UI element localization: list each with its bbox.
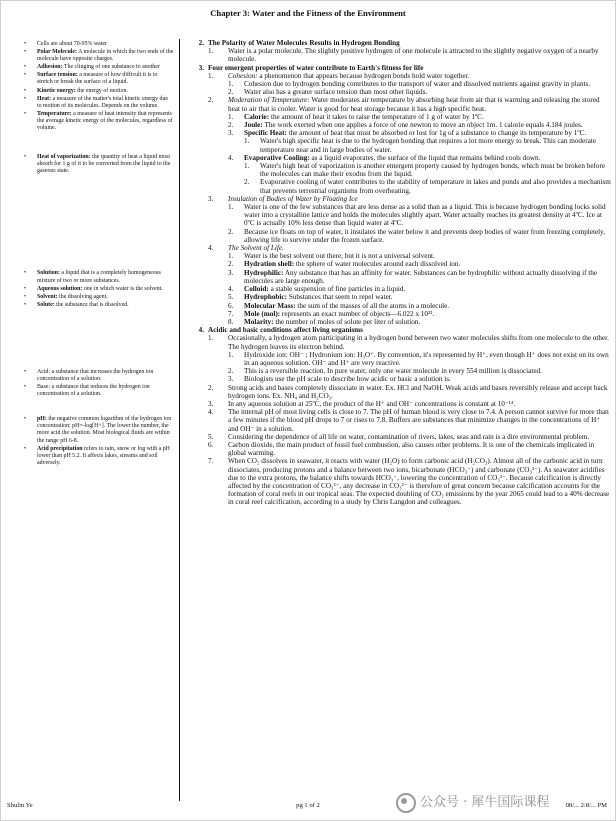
outline-item (184, 47, 612, 63)
note-term: Solution: (37, 270, 60, 277)
section-heading (184, 326, 612, 334)
item-text: the sum of the masses of all the atoms in a molecule. (297, 301, 450, 310)
outline-item (184, 302, 612, 310)
item-number: 4. (228, 285, 234, 294)
item-number: 2. (228, 260, 234, 269)
item-text: In any aqueous solution at 25ºC, the product of the H⁺ and OH⁻ concentrations is constant at 10⁻¹⁴. (228, 399, 516, 408)
item-text: Biologists use the pH scale to describe how acidic or basic a solution is. (244, 375, 451, 384)
item-number: 2. (228, 88, 234, 97)
item-text: Hydroxide ion: OH⁻ ; Hydronium ion: H₃O⁺. By convention, it's represented by H⁺, even though H⁺ does not exist on its own in an aqueous solution. OH⁻ and H⁺ are very reactive. (244, 350, 609, 367)
item-number: 1. (228, 112, 234, 121)
item-text: Strong acids and bases completely dissociate in water. Ex. HCl and NaOH. Weak acids and bases reversibly release and accept back hydrogen ions. Ex. NH₄ and H₂CO₃. (228, 383, 608, 400)
item-label: Mole (mol): (244, 309, 281, 318)
page-title: Chapter 3: Water and the Fitness of the Environment (210, 8, 406, 18)
item-number: 8. (228, 317, 234, 326)
item-text: Water is the best solvent out there, but it is not a universal solvent. (244, 252, 435, 261)
outline-item (184, 244, 612, 252)
note-text: a liquid that is a completely homogeneous mixture of two or more substances. (37, 270, 161, 284)
sidebar-note (21, 446, 174, 467)
section-title: Acidic and basic conditions affect living organisms (208, 326, 363, 335)
sidebar-note (21, 41, 174, 48)
item-text: Water is one of the few substances that are less dense as a solid than as a liquid. This is because hydrogen bonding locks solid water into a crystalline lattice and holds the molecules slightly apart. Water actually reaches its greatest density at 4ºC. Ice at 0ºC is actually 10% less dense than liquid water at 4ºC. (244, 203, 606, 228)
item-text: the amount of heat it takes to raise the temperature of 1 g of water by 1ºC. (270, 112, 484, 121)
item-text: the sphere of water molecules around each dissolved ion. (295, 260, 461, 269)
sidebar-note (21, 154, 174, 175)
item-text: a phenomenon that appears because hydrogen bonds hold water together. (259, 71, 470, 80)
outline-item (184, 228, 612, 244)
item-text: Any substance that has an affinity for water. Substances can be hydrophilic without actually dissolving if the molecules are large enough. (244, 268, 598, 285)
item-number: 4. (208, 244, 214, 253)
outline-item (184, 129, 612, 137)
item-number: 2. (228, 121, 234, 130)
sidebar-note (21, 302, 174, 309)
note-text: a measure of heat intensity that represents the average kinetic energy of the molecules, regardless of volume. (37, 110, 173, 132)
outline-item (184, 137, 612, 153)
item-text: When CO₂ dissolves in seawater, it reacts with water (H₂O) to form carbonic acid (H₂CO₃). Almost all of the carbonic acid in turn dissociates, producing protons and a balance between two ions, bicarbonate (HCO₃⁻) and carbonate (CO₃²⁻). As seawater acidifies due to the extra protons, the balance shifts towards HCO₃⁻, lowering the concentration of CO₃²⁻. Because calcification is directly affected by the concentration of CO₃²⁻, any decrease in CO₃²⁻ is therefore of great concern because calcification accounts for the formation of coral reefs in our tropical seas. The expected doubling of CO₂ emissions by the year 2065 could lead to a 40% decrease in coral reef calcification, according to a study by Chris Langdon and colleagues. (228, 457, 610, 507)
footer-page-number: pg 1 of 2 (296, 802, 320, 809)
note-text: the energy of motion. (77, 87, 128, 94)
item-number: 5. (228, 293, 234, 302)
item-text: Substances that seem to repel water. (288, 293, 393, 302)
item-number: 2. (208, 383, 214, 392)
item-number: 3. (208, 194, 214, 203)
note-text: a measure of how difficult it is to stretch or break the surface of a liquid. (37, 72, 158, 86)
sidebar-note (21, 72, 174, 86)
sidebar-note (21, 96, 174, 110)
item-number: 2. (208, 96, 214, 105)
item-number: 2. (244, 178, 250, 187)
note-text: Acid: a substance that increases the hydrogen ion concentration of a solution. (37, 368, 154, 382)
item-number: 2. (228, 367, 234, 376)
item-text: Cohesion due to hydrogen bonding contributes to the transport of water and dissolved nutrients against gravity in plants. (244, 80, 591, 89)
section-number: 2. (198, 39, 204, 47)
item-text: Water's high specific heat is due to the hydrogen bonding that requires a lot more energy to break. This can moderate temperature near and in large bodies of water. (260, 137, 596, 154)
outline-item (184, 318, 612, 326)
note-text: a measure of the matter's total kinetic energy due to motion of its molecules. Depends on the volume. (37, 95, 169, 109)
outline-item (184, 203, 612, 228)
item-number: 1. (228, 203, 234, 212)
item-number: 1. (228, 80, 234, 89)
outline-item (184, 88, 612, 96)
outline-item (184, 121, 612, 129)
item-label: Hydrophobic: (244, 293, 288, 302)
column-divider (179, 39, 180, 801)
note-term: pH: (37, 416, 47, 423)
outline-item (184, 408, 612, 433)
item-label: Specific Heat: (244, 129, 287, 138)
item-number: 3. (228, 375, 234, 384)
item-number: 1. (208, 71, 214, 80)
item-text: The internal pH of most living cells is close to 7. The pH of human blood is very close to 7.4. A person cannot survive for more than a few minutes if the blood pH drops to 7 or rises to 7.8. Buffers are substances that minimize changes in the concentrations of H⁺ and OH⁻ in a solution. (228, 408, 609, 433)
sidebar-note (21, 111, 174, 132)
item-label: Molarity: (244, 317, 274, 326)
section-heading (184, 64, 612, 72)
item-text: the amount of heat that must be absorbed or lost for 1g of a substance to change its temperature by 1ºC. (288, 129, 587, 138)
note-term: Heat: (37, 95, 52, 102)
note-term: Kinetic energy: (37, 87, 76, 94)
item-label: Hydrophilic: (244, 268, 284, 277)
item-label: Insulation of Bodies of Water by Floating Ice (228, 194, 358, 203)
outline-item (184, 96, 612, 112)
item-text: The work exerted when one applies a force of one newton to move an object 1m. 1 calorie equals 4.184 joules. (264, 121, 583, 130)
item-number: 5. (208, 432, 214, 441)
wechat-logo-icon (396, 793, 416, 813)
item-number: 1. (228, 252, 234, 261)
note-text: one in which water is the solvent. (83, 285, 163, 292)
outline-item (184, 260, 612, 268)
sidebar-note (21, 286, 174, 293)
outline-item (184, 433, 612, 441)
note-text: Base: a substance that reduces the hydrogen ion concentration of a solution. (37, 384, 150, 398)
item-number: 2. (228, 227, 234, 236)
main-outline (184, 39, 612, 507)
outline-item (184, 457, 612, 506)
note-text: the dissolving agent. (59, 293, 108, 300)
note-term: Polar Molecule: (37, 49, 77, 56)
note-term: Aqueous solution: (37, 285, 83, 292)
outline-item (184, 334, 612, 350)
item-number: 1. (228, 350, 234, 359)
sidebar-notes (21, 41, 174, 468)
outline-item (184, 72, 612, 80)
sidebar-note (21, 369, 174, 383)
item-number: 1. (208, 334, 214, 343)
item-label: Cohesion: (228, 71, 258, 80)
item-label: Moderation of Temperature: (228, 96, 310, 105)
item-label: Joule: (244, 121, 263, 130)
outline-item (184, 293, 612, 301)
outline-item (184, 178, 612, 194)
sidebar-note (21, 416, 174, 444)
note-term: Adhesion: (37, 64, 63, 71)
note-text: the quantity of heat a liquid must absorb for 1 g of it to be converted from the liquid to the gaseous state. (37, 154, 171, 175)
note-term: Heat of vaporization: (37, 154, 91, 161)
item-label: Calorie: (244, 112, 270, 121)
item-text: the number of moles of solute per liter of solution. (275, 317, 421, 326)
footer-author: Shulin Ye (7, 802, 33, 809)
note-term: Solute: (37, 301, 55, 308)
item-number: 3. (208, 399, 214, 408)
item-text: This is a reversible reaction. In pure water, only one water molecule in every 554 million is dissociated. (244, 367, 542, 376)
outline-item (184, 162, 612, 178)
item-text: Water moderates air temperature by absorbing heat from air that is warming and releasing the stored heat to air that is cooler. Water is good for heat storage because it has a high specific heat. (228, 96, 600, 113)
note-text: the negative common logarithm of the hydrogen ion concentration: pH=-log[H+]. The lower the number, the more acid the solution. Most biological fluids are within the range pH 6-8. (37, 416, 172, 444)
item-label: The Solvent of Life. (228, 244, 284, 253)
item-number: 4. (228, 153, 234, 162)
section-number: 3. (198, 63, 204, 72)
note-text: A molecule in which the two ends of the molecule have opposite charges. (37, 49, 174, 63)
sidebar-note (21, 270, 174, 284)
item-number: 1. (244, 162, 250, 171)
item-text: Water also has a greater surface tension than most other liquids. (244, 88, 428, 97)
outline-item (184, 351, 612, 367)
item-text: Water's high heat of vaporization is another emergent property caused by hydrogen bonds, which must be broken before the molecules can make their exodus from the liquid. (260, 162, 606, 179)
watermark (396, 791, 549, 813)
section-number: 4. (198, 326, 204, 335)
item-number: 3. (228, 268, 234, 277)
sidebar-note (21, 294, 174, 301)
outline-item (184, 367, 612, 375)
item-number: 3. (228, 129, 234, 138)
item-text: Occasionally, a hydrogen atom participating in a hydrogen bond between two water molecules shifts from one molecule to the other. The hydrogen leaves its electron behind. (228, 334, 609, 351)
item-number: 6. (208, 440, 214, 449)
note-term: Surface tension: (37, 72, 78, 79)
item-text: Water is a polar molecule. The slightly positive hydrogen of one molecule is attracted to the slightly negative oxygen of a nearby molecule. (228, 47, 599, 64)
item-text: Carbon dioxide, the main product of fossil fuel combustion, also causes other problems. It is one of the chemicals implicated in global warming. (228, 440, 595, 458)
item-number: 7. (208, 457, 214, 466)
item-text: a stable suspension of fine particles in a liquid. (270, 285, 406, 294)
item-text: Considering the dependence of all life on water, contamination of rivers, lakes, seas and rain is a dire environmental problem. (228, 432, 590, 441)
watermark-text: 公众号 · 犀牛国际课程 (420, 795, 550, 810)
outline-item (184, 441, 612, 457)
outline-item (184, 80, 612, 88)
outline-item (184, 269, 612, 285)
item-label: Colloid: (244, 285, 269, 294)
sidebar-note (21, 49, 174, 63)
section-heading (184, 39, 612, 47)
item-text: Because ice floats on top of water, it insulates the water below it and prevents deep bodies of water from freezing completely, allowing life to survive under the frozen surface. (244, 227, 606, 244)
note-text: the substance that is dissolved. (56, 301, 129, 308)
sidebar-note (21, 384, 174, 398)
outline-item (184, 384, 612, 400)
section-title: The Polarity of Water Molecules Results in Hydrogen Bonding (208, 39, 400, 47)
footer-timestamp: 08/... 2:8/... PM (565, 802, 607, 809)
outline-item (184, 400, 612, 408)
item-number: 1. (208, 47, 214, 56)
sidebar-note (21, 88, 174, 95)
item-number: 4. (208, 408, 214, 417)
outline-item (184, 310, 612, 318)
section-title: Four emergent properties of water contribute to Earth's fitness for life (208, 63, 424, 72)
note-text: Cells are about 70-95% water (37, 41, 108, 47)
note-text: refers to rain, snow or fog with a pH lower than pH 5.2. It affects lakes, streams and soil adversely. (37, 445, 170, 466)
item-text: as a liquid evaporates, the surface of the liquid that remains behind cools down. (311, 153, 541, 162)
item-text: represents an exact number of objects—6.022 x 10²³. (281, 309, 435, 318)
sidebar-note (21, 64, 174, 71)
outline-item (184, 195, 612, 203)
outline-item (184, 154, 612, 162)
note-term: Acid precipitation (37, 445, 83, 452)
outline-item (184, 252, 612, 260)
note-term: Temperature: (37, 110, 72, 117)
outline-item (184, 285, 612, 293)
item-number: 6. (228, 301, 234, 310)
note-term: Solvent: (37, 293, 58, 300)
note-text: The clinging of one substance to another (63, 64, 160, 71)
item-number: 1. (244, 137, 250, 146)
item-label: Evaporative Cooling: (244, 153, 310, 162)
item-label: Hydration shell: (244, 260, 295, 269)
outline-item (184, 113, 612, 121)
item-label: Molecular Mass: (244, 301, 296, 310)
item-number: 7. (228, 309, 234, 318)
outline-item (184, 375, 612, 383)
item-text: Evaporative cooling of water contributes to the stability of temperature in lakes and ponds and also provides a mechanism that prevents terrestrial organisms from overheating. (260, 178, 611, 195)
